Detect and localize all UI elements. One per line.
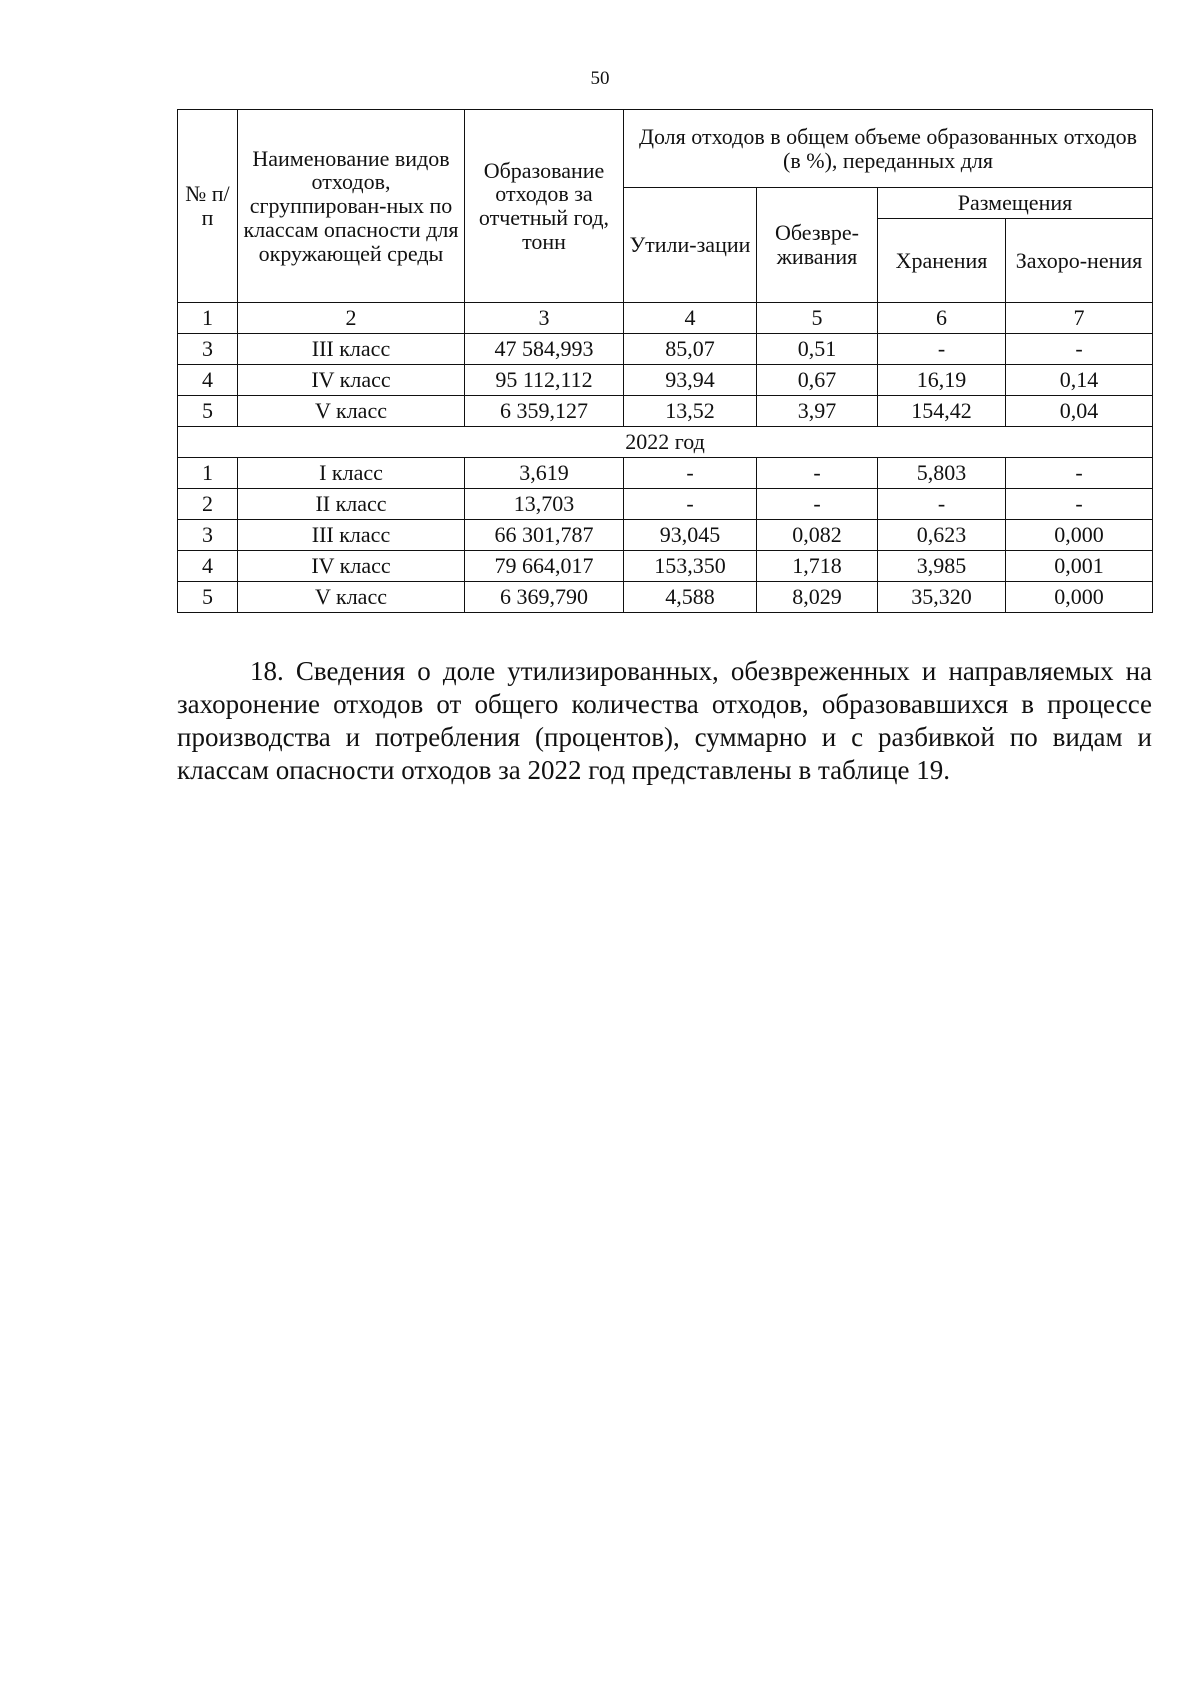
year-label: 2022 год	[178, 427, 1153, 458]
table-cell: 0,67	[757, 365, 878, 396]
header-storage: Хранения	[878, 219, 1006, 303]
table-row	[178, 396, 1153, 427]
table-row	[178, 551, 1153, 582]
table-row	[178, 365, 1153, 396]
table-cell: 3,619	[465, 458, 624, 489]
table-cell: 66 301,787	[465, 520, 624, 551]
table-cell: 93,94	[624, 365, 757, 396]
table-cell: 0,082	[757, 520, 878, 551]
table-cell: 0,14	[1006, 365, 1153, 396]
table-cell: 1,718	[757, 551, 878, 582]
header-formation: Образование отходов за отчетный год, тонн	[465, 110, 624, 303]
table-cell: 93,045	[624, 520, 757, 551]
header-name: Наименование видов отходов, сгруппирован-ных по классам опасности для окружающей среды	[238, 110, 465, 303]
year-section-row	[178, 427, 1153, 458]
header-placement: Размещения	[878, 188, 1153, 219]
table-cell: 3,97	[757, 396, 878, 427]
table-cell: 6	[878, 303, 1006, 334]
header-share: Доля отходов в общем объеме образованных отходов (в %), переданных для	[624, 110, 1153, 188]
table-cell: 1	[178, 303, 238, 334]
table-cell: 8,029	[757, 582, 878, 613]
table-cell: 2	[178, 489, 238, 520]
table-row	[178, 520, 1153, 551]
table-cell: IV класс	[238, 365, 465, 396]
table-cell: 3	[465, 303, 624, 334]
table-cell: V класс	[238, 582, 465, 613]
table-cell: 3,985	[878, 551, 1006, 582]
table-cell: 0,001	[1006, 551, 1153, 582]
table-cell: II класс	[238, 489, 465, 520]
table-cell: 85,07	[624, 334, 757, 365]
table-cell: IV класс	[238, 551, 465, 582]
table-row	[178, 334, 1153, 365]
header-neutralization: Обезвре-живания	[757, 188, 878, 303]
table-cell: 4	[624, 303, 757, 334]
table-cell: 35,320	[878, 582, 1006, 613]
table-cell: 0,51	[757, 334, 878, 365]
table-cell: -	[878, 489, 1006, 520]
table-cell: 3	[178, 520, 238, 551]
table-cell: III класс	[238, 334, 465, 365]
table-row	[178, 582, 1153, 613]
table-cell: 3	[178, 334, 238, 365]
table-cell: 0,000	[1006, 582, 1153, 613]
table-cell: -	[1006, 334, 1153, 365]
column-number-row	[178, 303, 1153, 334]
table-cell: 4,588	[624, 582, 757, 613]
table-cell: 79 664,017	[465, 551, 624, 582]
table-cell: I класс	[238, 458, 465, 489]
table-row	[178, 489, 1153, 520]
header-utilization: Утили-зации	[624, 188, 757, 303]
header-num: № п/п	[178, 110, 238, 303]
table-cell: -	[624, 458, 757, 489]
table-cell: 13,703	[465, 489, 624, 520]
table-cell: -	[757, 458, 878, 489]
table-cell: -	[1006, 489, 1153, 520]
table-cell: 154,42	[878, 396, 1006, 427]
table-cell: 2	[238, 303, 465, 334]
table-cell: 5	[757, 303, 878, 334]
table-cell: 5,803	[878, 458, 1006, 489]
table-cell: 0,04	[1006, 396, 1153, 427]
table-cell: 0,623	[878, 520, 1006, 551]
table-cell: 0,000	[1006, 520, 1153, 551]
table-cell: 5	[178, 396, 238, 427]
table-cell: 153,350	[624, 551, 757, 582]
table-cell: 6 369,790	[465, 582, 624, 613]
waste-table	[177, 109, 1153, 613]
table-cell: V класс	[238, 396, 465, 427]
page-number: 50	[590, 68, 610, 89]
table-cell: III класс	[238, 520, 465, 551]
table-cell: 13,52	[624, 396, 757, 427]
table-row	[178, 458, 1153, 489]
table-cell: 5	[178, 582, 238, 613]
table-cell: -	[624, 489, 757, 520]
table-cell: -	[878, 334, 1006, 365]
header-burial: Захоро-нения	[1006, 219, 1153, 303]
table-cell: 1	[178, 458, 238, 489]
table-cell: 95 112,112	[465, 365, 624, 396]
table-cell: -	[757, 489, 878, 520]
table-cell: 16,19	[878, 365, 1006, 396]
table-cell: 6 359,127	[465, 396, 624, 427]
table-cell: -	[1006, 458, 1153, 489]
table-cell: 7	[1006, 303, 1153, 334]
table-cell: 4	[178, 551, 238, 582]
paragraph-18: 18. Сведения о доле утилизированных, обезвреженных и направляемых на захоронение отходов от общего количества отходов, образовавшихся в процессе производства и потребления (процентов), суммарно и с разбивкой по видам и классам опасности отходов за 2022 год представлены в таблице 19.	[177, 656, 1152, 785]
table-cell: 47 584,993	[465, 334, 624, 365]
table-cell: 4	[178, 365, 238, 396]
